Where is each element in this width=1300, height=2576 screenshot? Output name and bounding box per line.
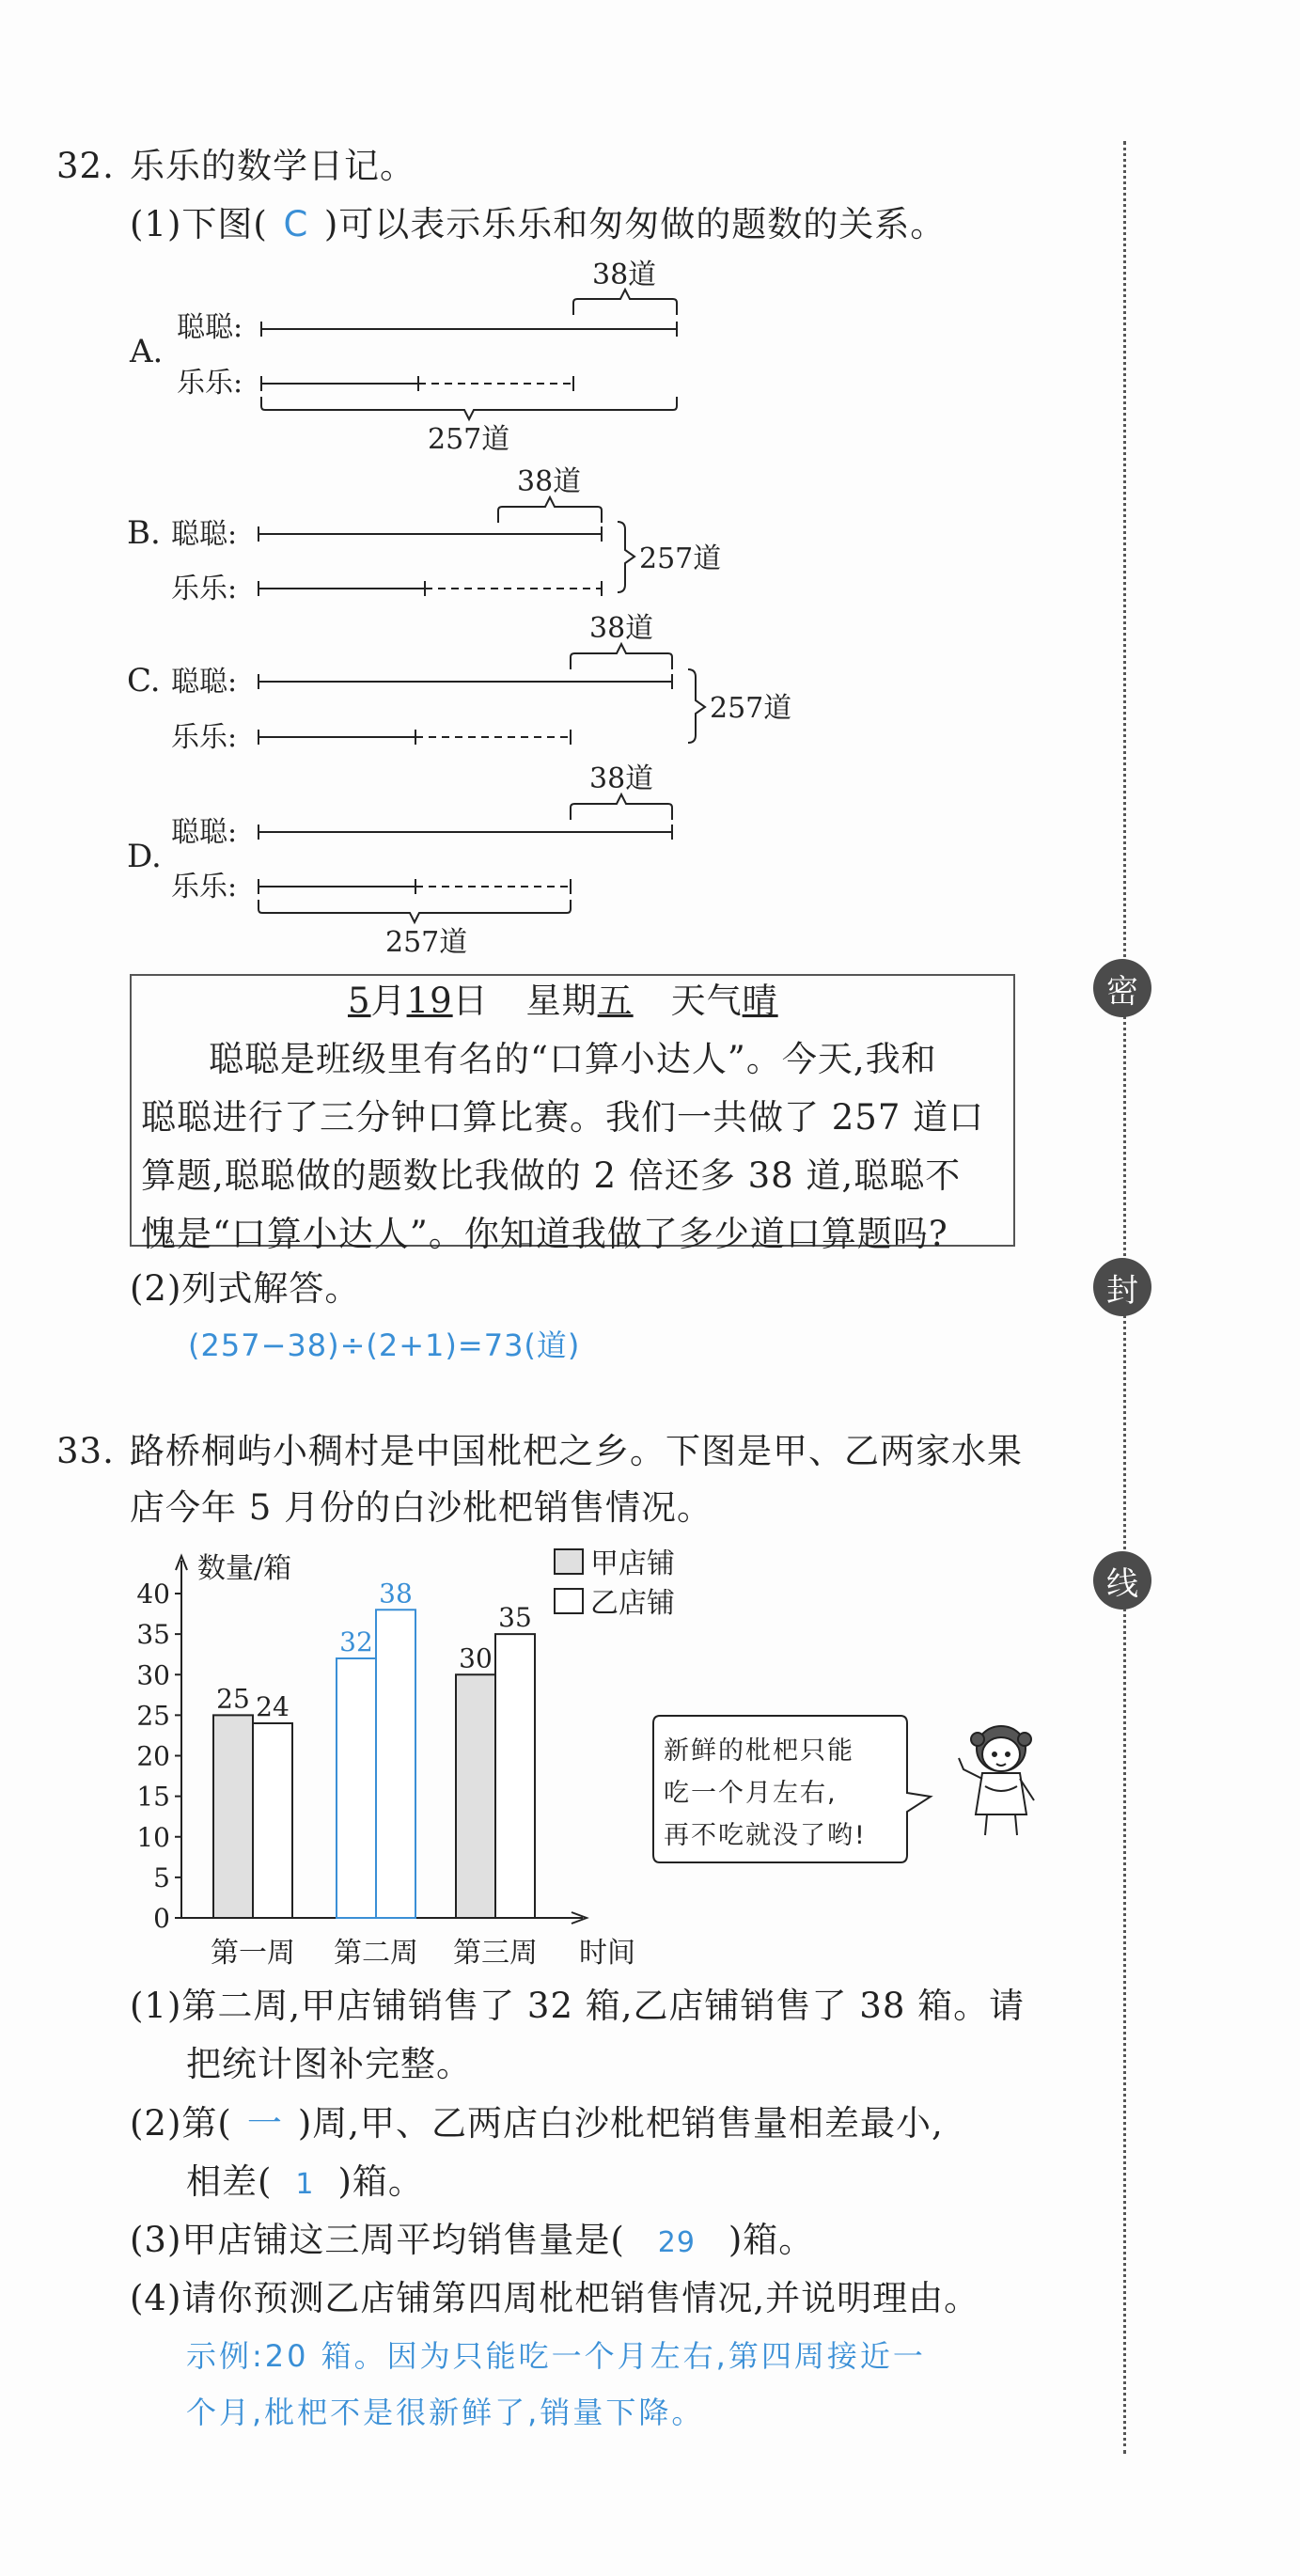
q33-p2-pre: (2)第( [130, 2103, 232, 2144]
diary-weather: 晴 [742, 981, 778, 1021]
q33-p3 [130, 2220, 815, 2260]
diary-header [348, 981, 778, 1021]
q33-p2-line-1 [130, 2103, 944, 2144]
bar-yi-2 [376, 1610, 415, 1918]
diary-day-unit: 日 [452, 981, 489, 1021]
q33-p2-l2-post: )箱。 [337, 2161, 424, 2202]
x-category-3: 第三周 [453, 1937, 538, 1970]
y-tick-label-6: 30 [136, 1659, 170, 1691]
seal-xian: 线 [1093, 1551, 1151, 1610]
seal-feng: 封 [1093, 1258, 1151, 1316]
q33-p4-answer-2: 个月,枇杷不是很新鲜了,销量下降。 [186, 2395, 705, 2430]
diary-weather-label: 天气 [670, 981, 743, 1021]
x-category-2: 第二周 [334, 1937, 418, 1970]
bar-value-jia-2: 32 [339, 1626, 373, 1657]
q33-p3-answer: 29 [657, 2226, 696, 2259]
q33-p1-line-1: (1)第二周,甲店铺销售了 32 箱,乙店铺销售了 38 箱。请 [130, 1986, 1026, 2026]
a-brace-257 [261, 397, 677, 419]
segment-diagrams [113, 244, 827, 968]
d-label-257: 257道 [385, 926, 468, 959]
y-tick-label-5: 25 [136, 1700, 170, 1732]
opt-c: C. [127, 662, 161, 699]
a-name-le: 乐乐: [177, 367, 243, 400]
bar-value-yi-3: 35 [498, 1602, 532, 1634]
q33-p2-l2-pre: 相差( [186, 2161, 273, 2202]
q32-part1 [130, 204, 947, 244]
q32-p1-post: )可以表示乐乐和匆匆做的题数的关系。 [323, 204, 947, 244]
c-label-38: 38道 [589, 612, 654, 645]
diary-line-4: 愧是“口算小达人”。你知道我做了多少道口算题吗? [141, 1214, 948, 1254]
bar-jia-2 [337, 1658, 376, 1918]
diary-line-3: 算题,聪聪做的题数比我做的 2 倍还多 38 道,聪聪不 [141, 1155, 962, 1196]
q32-number: 32. [56, 146, 115, 186]
girl-illustration [940, 1711, 1062, 1843]
y-tick-label-8: 40 [136, 1579, 170, 1610]
y-tick-label-2: 10 [136, 1821, 170, 1853]
q32-p1-pre: (1)下图( [130, 204, 268, 244]
y-tick-label-7: 35 [136, 1619, 170, 1651]
q32-title: 乐乐的数学日记。 [130, 146, 415, 186]
bar-value-jia-1: 25 [216, 1683, 250, 1715]
bubble-line-2: 吃一个月左右, [664, 1779, 838, 1808]
bubble-line-3: 再不吃就没了哟! [664, 1821, 867, 1850]
b-label-257: 257道 [639, 542, 722, 575]
a-brace-38 [573, 290, 677, 315]
bar-yi-1 [253, 1723, 292, 1918]
q33-p2-answer-2: 1 [295, 2168, 315, 2201]
bar-value-yi-1: 24 [256, 1691, 290, 1722]
x-category-1: 第一周 [211, 1937, 295, 1970]
q32-part2: (2)列式解答。 [130, 1268, 361, 1309]
bar-value-yi-2: 38 [379, 1578, 413, 1610]
d-name-cong: 聪聪: [171, 816, 238, 849]
q33-p1-line-2: 把统计图补完整。 [186, 2044, 472, 2084]
opt-b: B. [127, 514, 161, 552]
bar-jia-1 [213, 1715, 253, 1918]
diary-line-2: 聪聪进行了三分钟口算比赛。我们一共做了 257 道口 [141, 1097, 985, 1138]
a-label-257: 257道 [428, 423, 510, 456]
q33-p2-line-2 [186, 2161, 424, 2202]
d-label-38: 38道 [589, 762, 654, 795]
q33-p4: (4)请你预测乙店铺第四周枇杷销售情况,并说明理由。 [130, 2278, 980, 2318]
diary-month: 5 [348, 981, 371, 1021]
diary-line-1: 聪聪是班级里有名的“口算小达人”。今天,我和 [209, 1039, 937, 1079]
bar-value-jia-3: 30 [459, 1642, 493, 1674]
legend-swatch-2 [555, 1589, 583, 1613]
legend-label-1: 甲店铺 [590, 1547, 675, 1580]
opt-a: A. [130, 333, 164, 370]
b-label-38: 38道 [517, 465, 582, 498]
c-name-cong: 聪聪: [171, 666, 238, 699]
diary-day: 19 [406, 981, 453, 1021]
diary-weekday-label: 星期 [525, 981, 598, 1021]
bar-yi-3 [495, 1634, 535, 1918]
a-name-cong: 聪聪: [177, 311, 243, 344]
q33-p3-post: )箱。 [728, 2220, 815, 2260]
chart-ylabel: 数量/箱 [197, 1552, 292, 1585]
b-name-le: 乐乐: [171, 573, 238, 605]
q33-p4-answer-1: 示例:20 箱。因为只能吃一个月左右,第四周接近一 [186, 2338, 926, 2374]
q33-line-1: 路桥桐屿小稠村是中国枇杷之乡。下图是甲、乙两家水果 [130, 1431, 1023, 1471]
q32-p2-answer: (257−38)÷(2+1)=73(道) [188, 1327, 581, 1363]
bubble-text [664, 1730, 867, 1857]
q33-number: 33. [56, 1431, 115, 1471]
b-name-cong: 聪聪: [171, 518, 238, 551]
legend-swatch-1 [555, 1549, 583, 1574]
c-label-257: 257道 [710, 692, 792, 725]
q32-p1-answer: C [283, 204, 309, 244]
c-name-le: 乐乐: [171, 721, 238, 754]
diary-weekday: 五 [597, 981, 634, 1021]
a-label-38: 38道 [592, 259, 657, 291]
q33-p2-answer-1: 一 [246, 2103, 283, 2144]
bubble-line-1: 新鲜的枇杷只能 [664, 1736, 854, 1766]
y-tick-label-3: 15 [136, 1781, 170, 1813]
diary-month-unit: 月 [370, 981, 407, 1021]
q33-p3-pre: (3)甲店铺这三周平均销售量是( [130, 2220, 625, 2260]
y-tick-label-0: 0 [153, 1903, 170, 1934]
legend-label-2: 乙店铺 [590, 1587, 675, 1620]
opt-d: D. [127, 838, 162, 875]
y-tick-label-1: 5 [153, 1861, 170, 1893]
q33-line-2: 店今年 5 月份的白沙枇杷销售情况。 [130, 1487, 713, 1528]
q33-p2-mid: )周,甲、乙两店白沙枇杷销售量相差最小, [297, 2103, 944, 2144]
chart-xlabel: 时间 [579, 1937, 635, 1970]
bar-jia-3 [456, 1674, 495, 1918]
bar-chart [122, 1542, 705, 1984]
y-tick-label-4: 20 [136, 1740, 170, 1772]
seal-mi: 密 [1093, 959, 1151, 1017]
d-name-le: 乐乐: [171, 871, 238, 903]
